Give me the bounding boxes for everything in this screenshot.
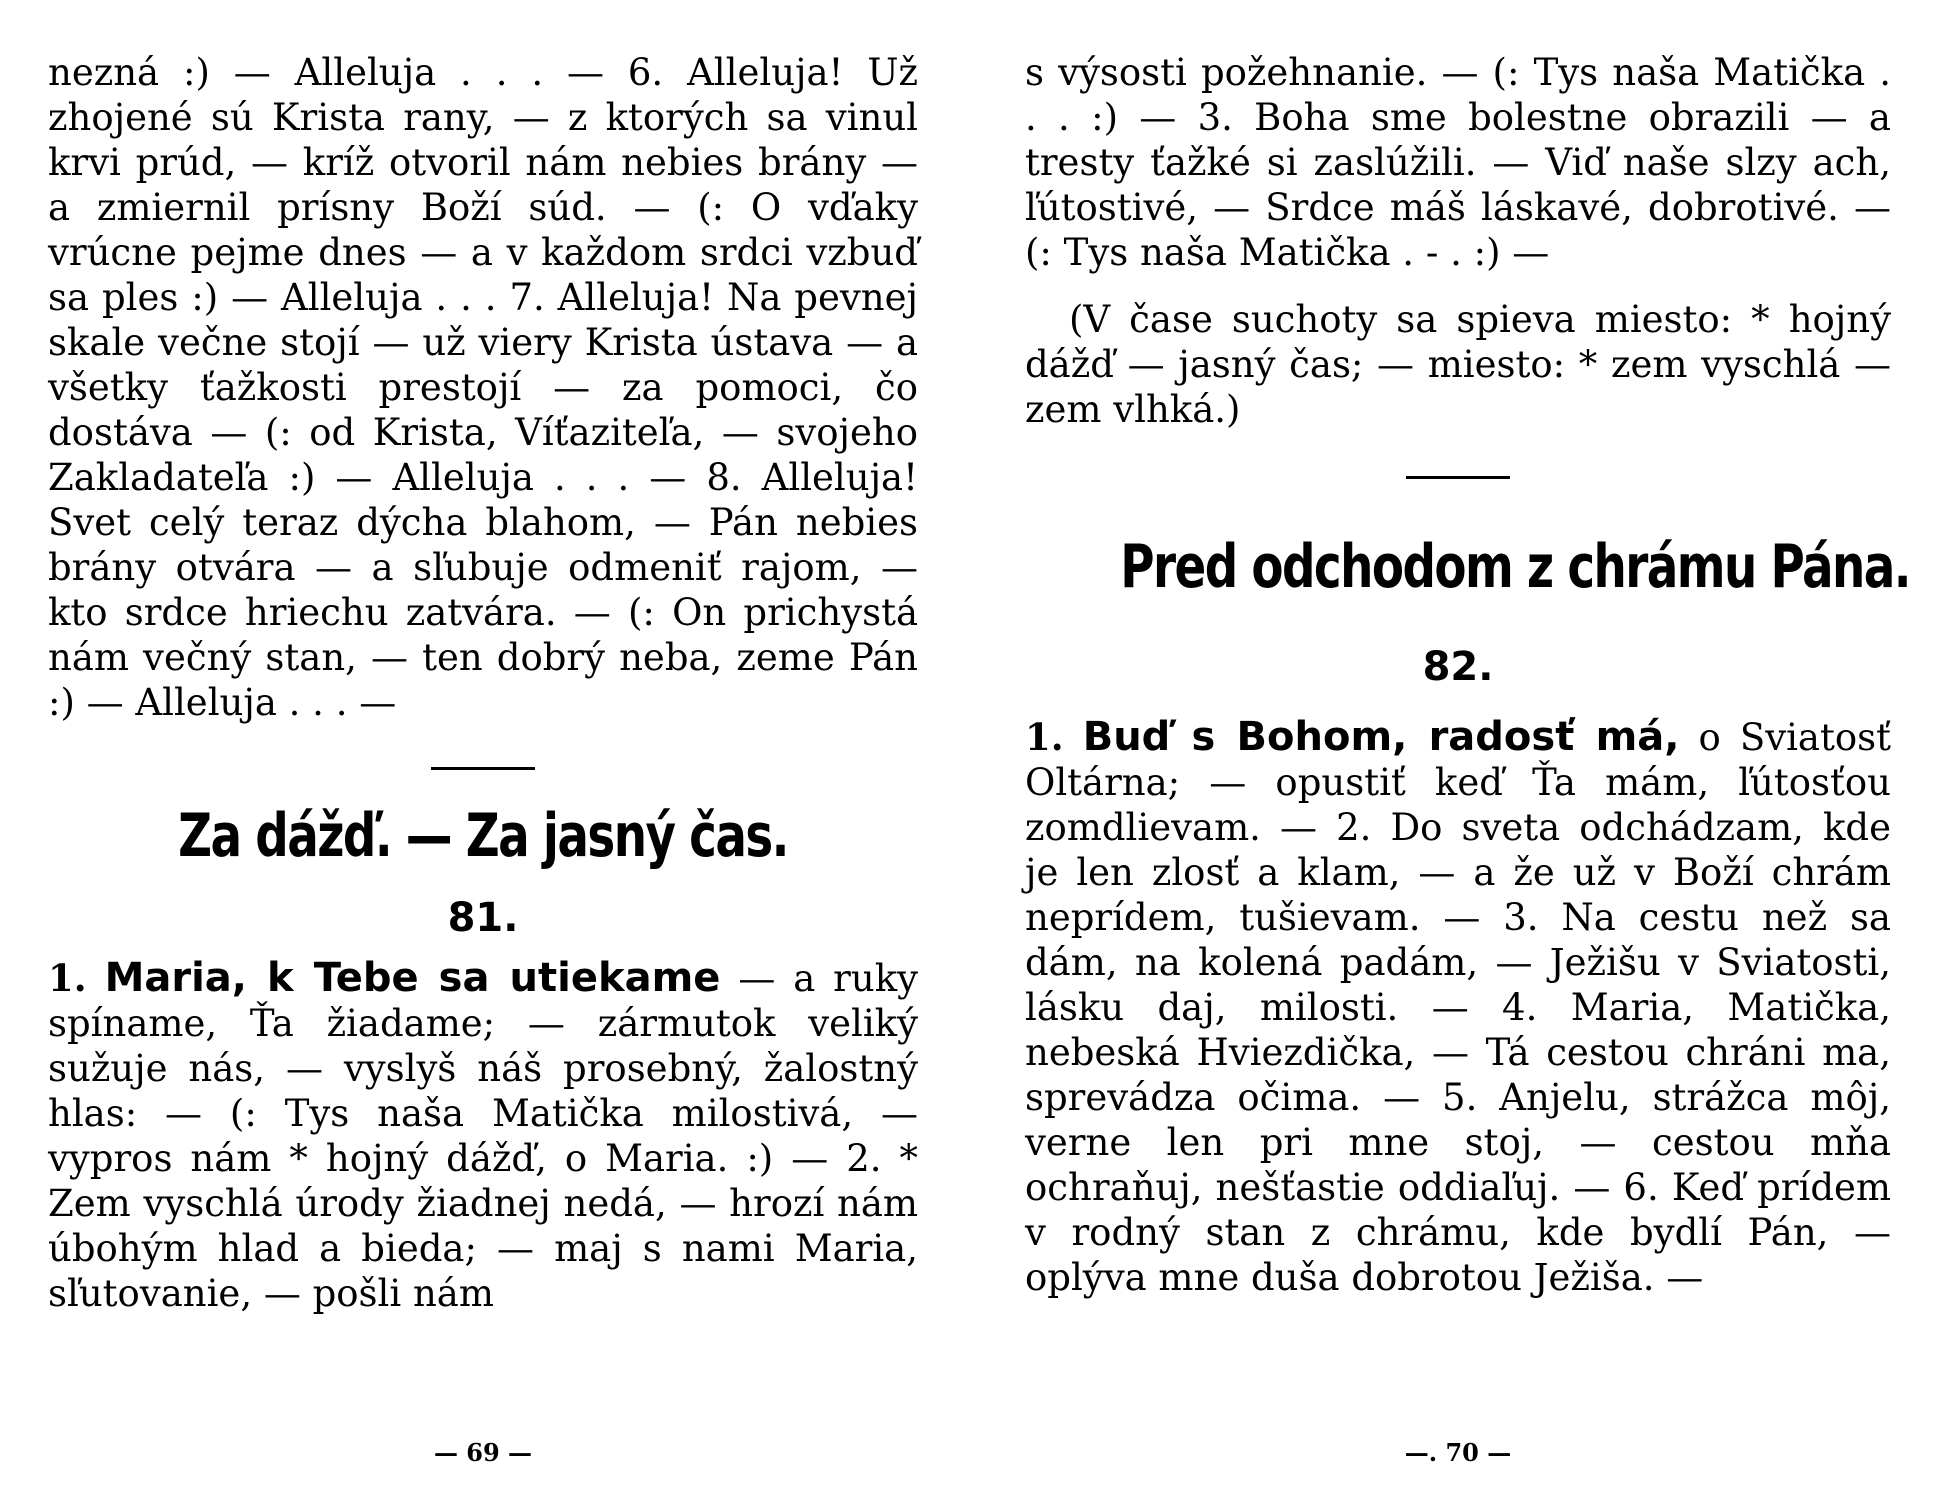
hymn-82-text: o Sviatosť Oltárna; — opustiť keď Ťa mám, ľútosťou zomdlievam. — 2. Do sveta odchádzam, kde je len zlosť a klam, — a že už v Boží chrám neprídem, tušievam. — 3. Na cestu než sa dám, na kolená padám, — Ježišu v Sviatosti, lásku daj, milosti. — 4. Maria, Matička, nebeská Hviezdička, — Tá cestou chráni ma, sprevádza očima. — 5. Anjelu, strážca môj, verne len pri mne stoj, — cestou mňa ochraňuj, nešťastie oddiaľuj. — 6. Keď prídem v rodný stan z chrámu, kde bydlí Pán, — oplýva mne duša dobrotou Ježiša. — <box>1025 716 1891 1299</box>
right-continuation-text: s výsosti požehnanie. — (: Tys naša Matička . . . :) — 3. Boha sme bolestne obrazili — a tresty ťažké si zaslúžili. — Viď naše slzy ach, ľútostivé, — Srdce máš láskavé, dobrotivé. — (: Tys naša Matička . - . :) — <box>1025 51 1891 274</box>
left-continuation-text: nezná :) — Alleluja . . . — 6. Alleluja! Už zhojené sú Krista rany, — z ktorých sa vinul krvi prúd, — kríž otvoril nám nebies brány — a zmiernil prísny Boží súd. — (: O vďaky vrúcne pejme dnes — a v každom srdci vzbuď sa ples :) — Alleluja . . . 7. Alleluja! Na pevnej skale večne stojí — už viery Krista ústava — a všetky ťažkosti prestojí — za pomoci, čo dostáva — (: od Krista, Víťaziteľa, — svojeho Zakladateľa :) — Alleluja . . . — 8. Alleluja! Svet celý teraz dýcha blahom, — Pán nebies brány otvára — a sľubuje odmeniť rajom, — kto srdce hriechu zatvára. — (: On prichystá nám večný stan, — ten dobrý neba, zeme Pán :) — Alleluja . . . — <box>48 51 918 724</box>
left-page <box>48 50 918 1480</box>
right-continuation <box>1025 50 1891 432</box>
right-page <box>1025 50 1911 1480</box>
hymn-82-body <box>1025 715 1891 1300</box>
page-number-right: —. 70 — <box>1404 1438 1512 1467</box>
verse-number: 1. <box>1025 715 1064 759</box>
hymn-number-81: 81. <box>447 895 519 941</box>
section-divider <box>1406 476 1510 479</box>
hymn-81-lead: Maria, k Tebe sa utiekame <box>104 955 721 1001</box>
verse-number: 1. <box>48 956 87 1000</box>
hymn-number-82: 82. <box>1422 644 1494 690</box>
left-continuation <box>48 50 918 725</box>
hymn-82-lead: Buď s Bohom, radosť má, <box>1082 714 1680 760</box>
page-number-left: — 69 — <box>433 1438 533 1467</box>
hymn-81-body <box>48 956 918 1316</box>
singing-note: (V čase suchoty sa spieva miesto: * hojný dážď — jasný čas; — miesto: * zem vyschlá — zem vlhká.) <box>1025 298 1891 431</box>
section-title-82: Pred odchodom z chrámu Pána. <box>1120 532 1911 602</box>
section-title-81: Za dážď. — Za jasný čas. <box>178 801 788 871</box>
hymn-81-text: — a ruky spíname, Ťa žiadame; — zármutok veliký sužuje nás, — vyslyš náš prosebný, žalostný hlas: — (: Tys naša Matička milostivá, — vypros nám * hojný dážď, o Maria. :) — 2. * Zem vyschlá úrody žiadnej nedá, — hrozí nám úbohým hlad a bieda; — maj s nami Maria, sľutovanie, — pošli nám <box>48 957 919 1315</box>
section-divider <box>431 767 535 770</box>
